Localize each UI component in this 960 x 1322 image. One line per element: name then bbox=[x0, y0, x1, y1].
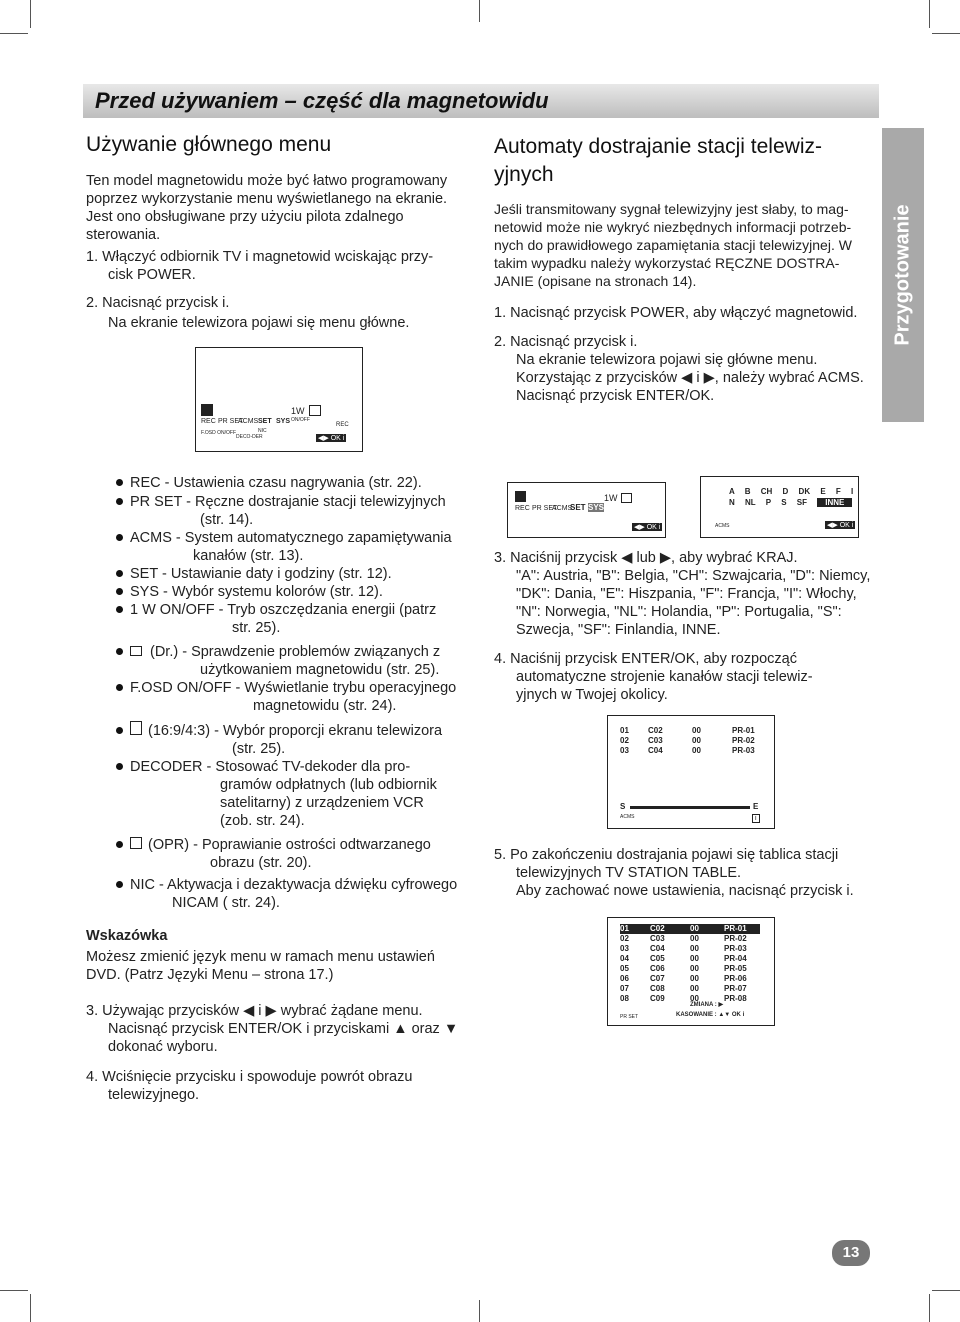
text-line: takim wypadku należy wykorzystać RĘCZNE DOSTRA- bbox=[494, 255, 840, 271]
country-row-1: A B CH D DK E F I bbox=[729, 487, 854, 496]
ok-label: OK bbox=[646, 524, 657, 531]
i-label: i bbox=[851, 522, 854, 529]
right-intro bbox=[494, 200, 852, 290]
bullet-item: NIC - Aktywacja i dezaktywacja dźwięku cyfrowego bbox=[130, 877, 458, 893]
menu-label: 1W bbox=[291, 406, 305, 416]
crop-mark bbox=[932, 1290, 960, 1291]
left-step4 bbox=[86, 1068, 412, 1104]
text-line: telewizyjnego. bbox=[108, 1087, 200, 1103]
crop-mark bbox=[929, 0, 930, 28]
i-label: i bbox=[752, 814, 760, 823]
page-number: 13 bbox=[832, 1240, 870, 1266]
crop-mark bbox=[30, 0, 31, 28]
menu-label: REC bbox=[515, 505, 530, 512]
scan-table: 01 C02 00 PR-01 02 C03 00 PR-02 03 C04 00 PR-03 bbox=[620, 726, 755, 755]
zmiana-label: ZMIANA : ▶ bbox=[690, 1002, 724, 1008]
bullet-item-cont: obrazu (str. 20). bbox=[210, 855, 312, 871]
text-line: 4. Naciśnij przycisk ENTER/OK, aby rozpocząć bbox=[494, 651, 797, 667]
text-line: automatyczne strojenie kanałów stacji telewiz- bbox=[516, 669, 813, 685]
text-line: 2. Nacisnąć przycisk i. bbox=[494, 334, 638, 350]
scan-progress bbox=[630, 806, 750, 809]
acms-menu-screen: REC PR SET ACMS SET SYS 1W ◀▶ OK i bbox=[507, 482, 666, 538]
bullet-item-cont: gramów odpłatnych (lub odbiornik bbox=[220, 777, 437, 793]
left-step2b: Na ekranie telewizora pojawi się menu główne. bbox=[108, 315, 410, 331]
dr-icon bbox=[130, 646, 142, 656]
text-line: "DK": Dania, "E": Hiszpania, "F": Francja, "I": Włochy, bbox=[516, 586, 857, 602]
bullet-item: (Dr.) - Sprawdzenie problemów związanych z bbox=[150, 644, 441, 660]
left-step3 bbox=[86, 1002, 458, 1056]
crop-mark bbox=[929, 1294, 930, 1322]
crop-mark bbox=[0, 1290, 28, 1291]
bullet-item: SYS - Wybór systemu kolorów (str. 12). bbox=[130, 584, 383, 600]
side-tab bbox=[882, 128, 924, 422]
text-line: yjnych w Twojej okolicy. bbox=[516, 687, 668, 703]
scan-start: S bbox=[620, 802, 626, 811]
ok-label: OK bbox=[839, 522, 850, 529]
right-step1: 1. Nacisnąć przycisk POWER, aby włączyć magnetowid. bbox=[494, 305, 858, 321]
side-tab-label: Przygotowanie bbox=[891, 204, 914, 346]
text-line: Szwecja, "SF": Finlandia, INNE. bbox=[516, 622, 721, 638]
text-line: Na ekranie telewizora pojawi się główne menu. bbox=[516, 352, 818, 368]
menu-label: REC bbox=[336, 422, 349, 428]
text-line: Jest ono obsługiwane przy użyciu pilota zdalnego bbox=[86, 209, 404, 225]
bullet-item-cont: (str. 14). bbox=[200, 512, 254, 528]
bullet-item: DECODER - Stosować TV-dekoder dla pro- bbox=[130, 759, 411, 775]
menu-label: DECO-DER bbox=[236, 434, 263, 440]
bullet-item-cont: NICAM ( str. 24). bbox=[172, 895, 280, 911]
rec-icon bbox=[201, 404, 213, 416]
opr-icon bbox=[130, 837, 142, 849]
text-line: 5. Po zakończeniu dostrajania pojawi się tablica stacji bbox=[494, 847, 839, 863]
menu-label: ACMS bbox=[715, 523, 730, 529]
rec-icon bbox=[515, 491, 526, 502]
text-line: "N": Norwegia, "NL": Holandia, "P": Portugalia, "S": bbox=[516, 604, 842, 620]
dr-icon bbox=[309, 405, 321, 416]
left-heading: Używanie głównego menu bbox=[86, 133, 332, 156]
bullet-item-cont: str. 25). bbox=[232, 620, 281, 636]
menu-label: ON/OFF bbox=[291, 417, 310, 423]
left-intro bbox=[86, 172, 447, 244]
crop-mark bbox=[30, 1294, 31, 1322]
text-line: sterowania. bbox=[86, 227, 161, 243]
text-line: 3. Naciśnij przycisk ◀ lub ▶, aby wybrać KRAJ. bbox=[494, 550, 798, 566]
dr-icon bbox=[621, 493, 632, 503]
text-line: Nacisnąć przycisk ENTER/OK i przyciskami ▲ oraz ▼ bbox=[108, 1021, 459, 1037]
menu-label: SET bbox=[570, 503, 586, 512]
text-line: Korzystając z przycisków ◀ i ▶, należy wybrać ACMS. bbox=[516, 370, 864, 386]
text-line: JANIE (opisane na stronach 14). bbox=[494, 273, 697, 289]
bullet-item-cont: satelitarny) z urządzeniem VCR bbox=[220, 795, 424, 811]
main-menu-screen: REC PR SET ACMS SET SYS 1W ON/OFF F.OSD ON/OFF DECO-DER NIC REC ◀▶ OK i bbox=[195, 347, 363, 452]
scan-end: E bbox=[753, 802, 759, 811]
menu-label: PR SET bbox=[532, 505, 558, 512]
crop-mark bbox=[479, 1300, 480, 1322]
text-line: DVD. (Patrz Języki Menu – strona 17.) bbox=[86, 967, 334, 983]
text-line: 1. Włączyć odbiornik TV i magnetowid wciskając przy- bbox=[86, 249, 434, 265]
menu-label: SYS bbox=[588, 503, 605, 512]
bullet-item: PR SET - Ręczne dostrajanie stacji telewizyjnych bbox=[130, 494, 446, 510]
bullet-item: (16:9/4:3) - Wybór proporcji ekranu telewizora bbox=[148, 723, 443, 739]
section-title: Przed używaniem – część dla magnetowidu bbox=[95, 88, 549, 113]
bullet-list bbox=[116, 474, 457, 912]
left-step2: 2. Nacisnąć przycisk i. bbox=[86, 295, 230, 311]
bullet-item: SET - Ustawianie daty i godziny (str. 12). bbox=[130, 566, 392, 582]
right-step3 bbox=[494, 549, 870, 639]
menu-label: REC bbox=[201, 418, 216, 425]
text-line: netowid może nie wykryć niezbędnych informacji potrzeb- bbox=[494, 219, 852, 235]
country-row-2: N NL P S SF INNE bbox=[729, 498, 852, 508]
station-table-screen bbox=[607, 917, 775, 1026]
text-line: 4. Wciśnięcie przycisku i spowoduje powrót obrazu bbox=[86, 1069, 413, 1085]
menu-label: ACMS bbox=[238, 418, 259, 425]
right-heading bbox=[494, 133, 822, 189]
country-screen: A B CH D DK E F I N NL P S SF INNE ACMS ◀▶ OK i bbox=[700, 476, 859, 538]
heading-line: yjnych bbox=[494, 163, 554, 186]
menu-label: NIC bbox=[258, 428, 267, 434]
ok-label: OK bbox=[330, 435, 341, 442]
bullet-item: 1 W ON/OFF - Tryb oszczędzania energii (patrz bbox=[130, 602, 437, 618]
crop-mark bbox=[0, 33, 28, 34]
station-table: 01 C02 00 PR-01 02 C03 00 PR-02 03 C04 00 PR-03 04 C05 00 PR-04 05 C06 00 PR-05 06 C07 00 PR-06 07 C08 00 PR-07 08 C09 00 PR-08 bbox=[620, 924, 760, 1004]
menu-label: SYS bbox=[276, 418, 291, 425]
text-line: poprzez wykorzystanie menu wyświetlanego na ekranie. bbox=[86, 191, 448, 207]
i-label: i bbox=[658, 524, 661, 531]
bullet-item: REC - Ustawienia czasu nagrywania (str. 22). bbox=[130, 475, 422, 491]
text-line: Aby zachować nowe ustawienia, nacisnąć przycisk i. bbox=[516, 883, 854, 899]
bullet-item-cont: (str. 25). bbox=[232, 741, 286, 757]
section-header bbox=[83, 84, 879, 118]
bullet-item: F.OSD ON/OFF - Wyświetlanie trybu operacyjnego bbox=[130, 680, 457, 696]
bullet-item-cont: magnetowidu (str. 24). bbox=[253, 698, 397, 714]
i-label: i bbox=[342, 435, 345, 442]
menu-label: ACMS bbox=[620, 814, 635, 820]
scan-screen bbox=[607, 715, 775, 829]
bullet-item-cont: (zob. str. 24). bbox=[220, 813, 305, 829]
kasowanie-label: KASOWANIE : ▲▼ OK i bbox=[676, 1012, 745, 1018]
text-line: Możesz zmienić język menu w ramach menu ustawień bbox=[86, 949, 435, 965]
right-step2 bbox=[494, 333, 864, 405]
bullet-item-cont: kanałów (str. 13). bbox=[193, 548, 304, 564]
bullet-item-cont: użytkowaniem magnetowidu (str. 25). bbox=[200, 662, 440, 678]
text-line: telewizyjnych TV STATION TABLE. bbox=[516, 865, 742, 881]
text-line: Nacisnąć przycisk ENTER/OK. bbox=[516, 388, 715, 404]
crop-mark bbox=[479, 0, 480, 22]
tip-text bbox=[86, 948, 435, 984]
menu-label: 1W bbox=[604, 493, 618, 503]
bullet-item: ACMS - System automatycznego zapamiętywania bbox=[130, 530, 452, 546]
menu-label: PR SET bbox=[620, 1014, 639, 1020]
menu-label: PR SET bbox=[218, 418, 244, 425]
country-selected[interactable]: INNE bbox=[817, 498, 852, 507]
text-line: Jeśli transmitowany sygnał telewizyjny jest słaby, to mag- bbox=[494, 201, 849, 217]
text-line: "A": Austria, "B": Belgia, "CH": Szwajcaria, "D": Niemcy, bbox=[516, 568, 871, 584]
bullet-item: (OPR) - Poprawianie ostrości odtwarzanego bbox=[148, 837, 431, 853]
text-line: Ten model magnetowidu może być łatwo programowany bbox=[86, 173, 448, 189]
crop-mark bbox=[932, 33, 960, 34]
right-step5 bbox=[494, 846, 854, 900]
menu-label: F.OSD ON/OFF bbox=[201, 430, 236, 436]
text-line: cisk POWER. bbox=[108, 267, 196, 283]
menu-label: SET bbox=[258, 418, 272, 425]
text-line: dokonać wyboru. bbox=[108, 1039, 218, 1055]
tip-title: Wskazówka bbox=[86, 928, 168, 944]
text-line: nych do prawidłowego zapamiętania stacji telewizyjnej. W bbox=[494, 237, 852, 253]
menu-label: ACMS bbox=[552, 505, 573, 512]
text-line: 3. Używając przycisków ◀ i ▶ wybrać żądane menu. bbox=[86, 1003, 423, 1019]
aspect-icon bbox=[130, 721, 142, 735]
heading-line: Automaty dostrajanie stacji telewiz- bbox=[494, 135, 822, 158]
right-step4 bbox=[494, 650, 813, 704]
left-step1 bbox=[86, 248, 433, 284]
